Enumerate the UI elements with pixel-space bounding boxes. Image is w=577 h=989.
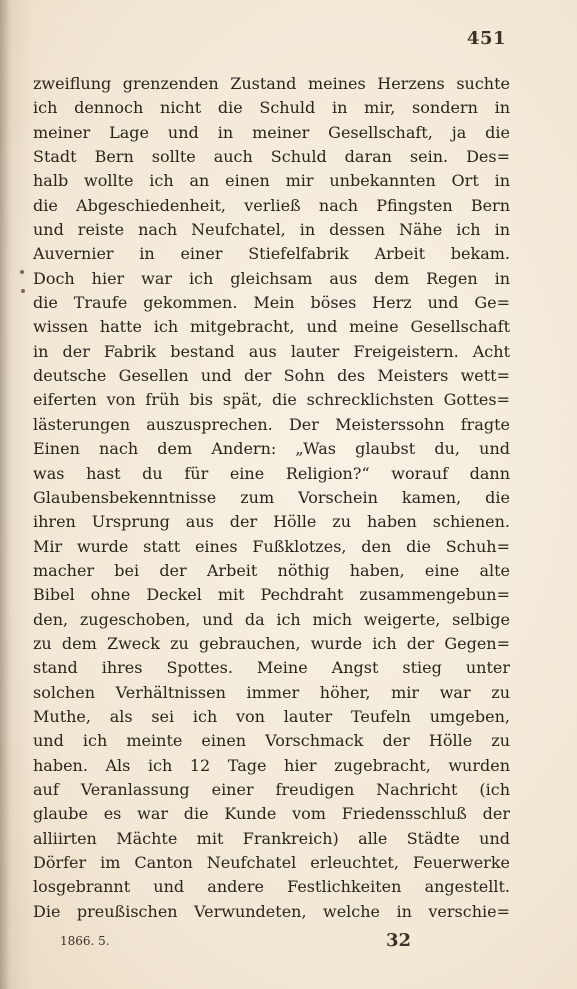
printer-signature: 1866. 5. [60, 934, 110, 948]
text-line: Doch hier war ich gleichsam aus dem Regen in [33, 268, 510, 288]
text-line: die Abgeschiedenheit, verließ nach Pfingsten Bern [33, 195, 510, 215]
text-line: ihren Ursprung aus der Hölle zu haben schienen. [33, 512, 510, 532]
text-line: was hast du für eine Religion?“ worauf dann [33, 463, 510, 483]
text-line: zu dem Zweck zu gebrauchen, wurde ich der Gegen= [33, 633, 510, 653]
text-line: alliirten Mächte mit Frankreich) alle Städte und [33, 828, 510, 848]
text-line: stand ihres Spottes. Meine Angst stieg unter [33, 658, 510, 678]
text-line: losgebrannt und andere Festlichkeiten angestellt. [33, 877, 510, 897]
sheet-number: 32 [386, 930, 412, 951]
text-line: ich dennoch nicht die Schuld in mir, sondern in [33, 98, 510, 118]
text-line: Muthe, als sei ich von lauter Teufeln umgeben, [33, 706, 510, 726]
text-line: haben. Als ich 12 Tage hier zugebracht, wurden [33, 755, 510, 775]
margin-mark [20, 270, 24, 274]
text-line: Stadt Bern sollte auch Schuld daran sein. Des= [33, 147, 510, 167]
text-line: auf Veranlassung einer freudigen Nachricht (ich [33, 779, 510, 799]
text-line: Glaubensbekenntnisse zum Vorschein kamen, die [33, 487, 510, 507]
text-line: lästerungen auszusprechen. Der Meisterssohn fragte [33, 414, 510, 434]
text-line: Dörfer im Canton Neufchatel erleuchtet, Feuerwerke [33, 853, 510, 872]
text-line: halb wollte ich an einen mir unbekannten Ort in [33, 171, 510, 191]
text-line: und reiste nach Neufchatel, in dessen Nähe ich in [33, 220, 510, 240]
page-footer [60, 930, 500, 952]
text-line: Bibel ohne Deckel mit Pechdraht zusammengebun= [33, 585, 510, 605]
text-line: und ich meinte einen Vorschmack der Hölle zu [33, 731, 510, 751]
spine-shadow [0, 0, 10, 989]
text-line: solchen Verhältnissen immer höher, mir war zu [33, 682, 510, 702]
text-line: den, zugeschoben, und da ich mich weigerte, selbige [33, 609, 510, 629]
text-line: in der Fabrik bestand aus lauter Freigeistern. Acht [33, 341, 510, 361]
page-number: 451 [466, 28, 506, 49]
text-line: deutsche Gesellen und der Sohn des Meisters wett= [33, 366, 510, 386]
text-line: Mir wurde statt eines Fußklotzes, den die Schuh= [33, 536, 510, 556]
text-line: Die preußischen Verwundeten, welche in verschie= [33, 901, 510, 921]
margin-mark [21, 289, 25, 293]
text-line: glaube es war die Kunde vom Friedensschluß der [33, 804, 510, 824]
text-line: Auvernier in einer Stiefelfabrik Arbeit bekam. [33, 244, 510, 264]
text-line: macher bei der Arbeit nöthig haben, eine alte [33, 560, 510, 580]
text-line: die Traufe gekommen. Mein böses Herz und Ge= [33, 293, 510, 313]
text-line: wissen hatte ich mitgebracht, und meine Gesellschaft [33, 317, 510, 337]
text-line: eiferten von früh bis spät, die schrecklichsten Gottes= [33, 390, 510, 410]
text-line: Einen nach dem Andern: „Was glaubst du, und [33, 439, 510, 459]
text-line: meiner Lage und in meiner Gesellschaft, ja die [33, 122, 510, 142]
body-text [33, 72, 510, 924]
text-line: zweiflung grenzenden Zustand meines Herzens suchte [33, 74, 510, 93]
